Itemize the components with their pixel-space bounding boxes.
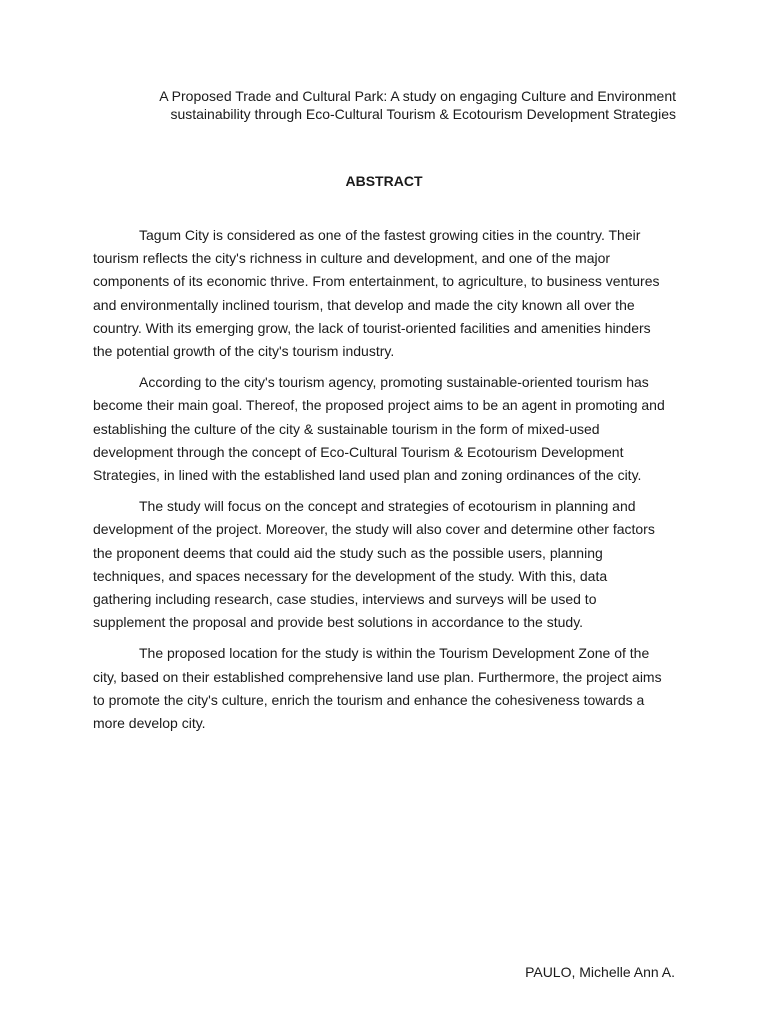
paragraph-2	[93, 371, 683, 487]
paragraph-line: the potential growth of the city's tourism industry.	[93, 343, 395, 360]
paragraph-line: tourism reflects the city's richness in culture and development, and one of the major	[93, 250, 611, 267]
paragraph-line: development of the project. Moreover, the study will also cover and determine other factors	[93, 521, 655, 538]
paragraph-line: According to the city's tourism agency, promoting sustainable-oriented tourism has	[139, 374, 649, 391]
paragraph-line: techniques, and spaces necessary for the development of the study. With this, data	[93, 567, 608, 584]
paragraph-line: The proposed location for the study is within the Tourism Development Zone of the	[139, 645, 650, 662]
paragraph-line: country. With its emerging grow, the lack of tourist-oriented facilities and amenities hinders	[93, 319, 651, 336]
abstract-body	[93, 224, 683, 743]
paragraph-line: to promote the city's culture, enrich the tourism and enhance the cohesiveness towards a	[93, 691, 645, 708]
paragraph-line: the proponent deems that could aid the study such as the possible users, planning	[93, 544, 603, 561]
paragraph-line: gathering including research, case studies, interviews and surveys will be used to	[93, 591, 597, 608]
paragraph-1	[93, 224, 683, 363]
paragraph-line: city, based on their established comprehensive land use plan. Furthermore, the project aims	[93, 668, 662, 685]
paragraph-line: development through the concept of Eco-Cultural Tourism & Ecotourism Development	[93, 443, 624, 460]
paragraph-4	[93, 642, 683, 735]
paragraph-line: components of its economic thrive. From entertainment, to agriculture, to business ventures	[93, 273, 660, 290]
paragraph-line: establishing the culture of the city & sustainable tourism in the form of mixed-used	[93, 420, 600, 437]
paragraph-line: more develop city.	[93, 715, 206, 732]
title-line-1: A Proposed Trade and Cultural Park: A study on engaging Culture and Environment	[159, 88, 676, 104]
abstract-heading	[0, 172, 768, 190]
paragraph-3	[93, 495, 683, 634]
paragraph-line: supplement the proposal and provide best solutions in accordance to the study.	[93, 614, 584, 631]
abstract-heading-text: ABSTRACT	[345, 173, 423, 189]
document-title	[110, 87, 676, 123]
paragraph-line: become their main goal. Thereof, the proposed project aims to be an agent in promoting and	[93, 397, 665, 414]
author-name: PAULO, Michelle Ann A.	[525, 964, 675, 980]
paragraph-line: Tagum City is considered as one of the fastest growing cities in the country. Their	[139, 227, 641, 243]
paragraph-line: The study will focus on the concept and strategies of ecotourism in planning and	[139, 498, 636, 515]
paragraph-line: Strategies, in lined with the established land used plan and zoning ordinances of the city.	[93, 467, 642, 484]
paragraph-line: and environmentally inclined tourism, that develop and made the city known all over the	[93, 296, 635, 313]
title-line-2: sustainability through Eco-Cultural Tourism & Ecotourism Development Strategies	[170, 106, 676, 122]
